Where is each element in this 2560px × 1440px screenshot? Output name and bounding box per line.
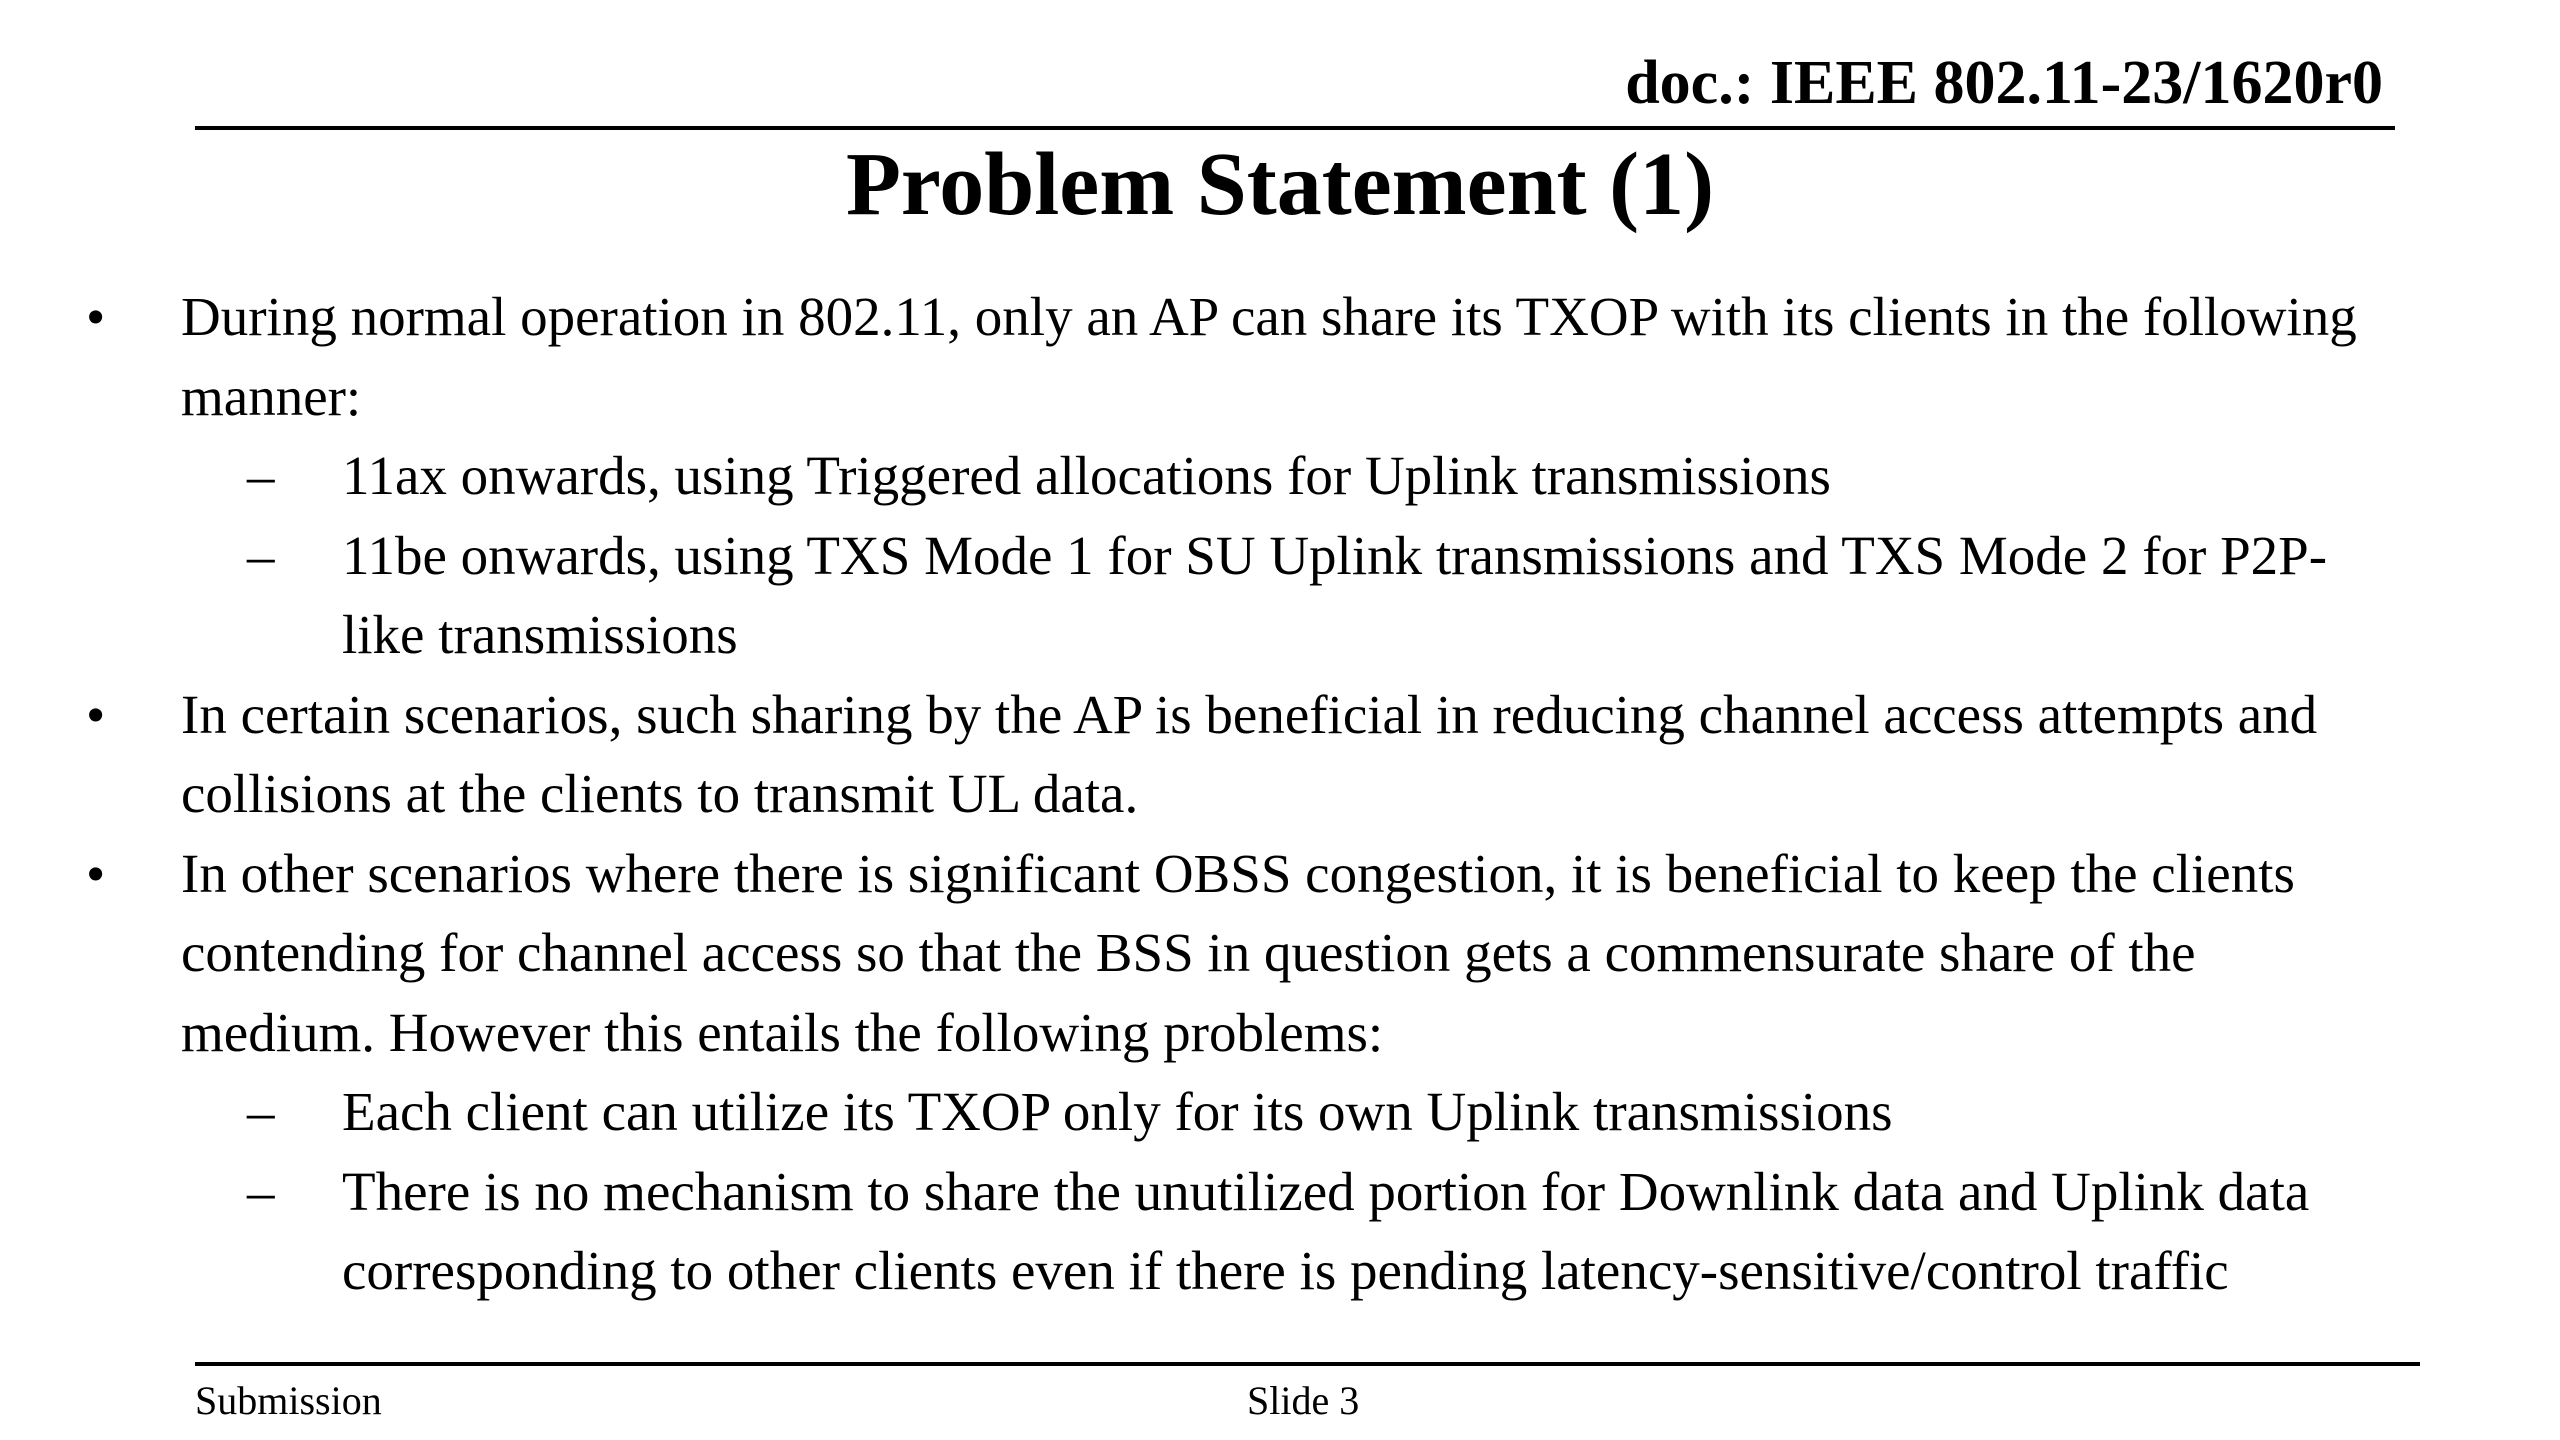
header-divider [195,126,2395,130]
document-id: doc.: IEEE 802.11-23/1620r0 [1625,49,2383,117]
sub-bullet-text-line: like transmissions [342,604,738,665]
bullet-text-line: In certain scenarios, such sharing by the AP is beneficial in reducing channel access attempts and [181,683,2318,745]
bullet-item [0,277,2520,436]
sub-bullet-item [0,516,2520,675]
bullet-marker: • [86,286,106,347]
bullet-marker: • [86,842,106,904]
sub-bullet-item [0,1152,2520,1311]
bullet-text-line: During normal operation in 802.11, only an AP can share its TXOP with its clients in the following [181,286,2357,347]
bullet-text-line: manner: [181,365,362,427]
bullet-text-line: contending for channel access so that the BSS in question gets a commensurate share of the [181,922,2196,983]
sub-bullet-item [0,1072,2520,1152]
bullet-item [0,675,2520,834]
sub-bullet-marker: – [247,1160,275,1222]
footer-submission-label: Submission [195,1378,382,1423]
sub-bullet-marker: – [247,1081,275,1142]
footer-slide-number: Slide 3 [1247,1378,1360,1423]
bullet-marker: • [86,683,106,745]
sub-bullet-text-line: 11ax onwards, using Triggered allocations for Uplink transmissions [342,445,1831,506]
sub-bullet-marker: – [247,524,275,586]
sub-bullet-text-line: There is no mechanism to share the unutilized portion for Downlink data and Uplink data [342,1160,2310,1222]
sub-bullet-text-line: Each client can utilize its TXOP only for its own Uplink transmissions [342,1081,1893,1142]
bullet-text-line: In other scenarios where there is significant OBSS congestion, it is beneficial to keep the clients [181,842,2295,904]
sub-bullet-text-line: 11be onwards, using TXS Mode 1 for SU Uplink transmissions and TXS Mode 2 for P2P- [342,524,2328,586]
footer-divider [195,1362,2420,1366]
slide-body [0,277,2520,1311]
bullet-text-line: medium. However this entails the following problems: [181,1001,1384,1063]
slide-title: Problem Statement (1) [845,135,1715,234]
sub-bullet-marker: – [247,445,275,506]
bullet-item [0,834,2520,1073]
bullet-text-line: collisions at the clients to transmit UL data. [181,763,1139,824]
sub-bullet-text-line: corresponding to other clients even if there is pending latency-sensitive/control traffic [342,1240,2229,1301]
sub-bullet-item [0,436,2520,516]
